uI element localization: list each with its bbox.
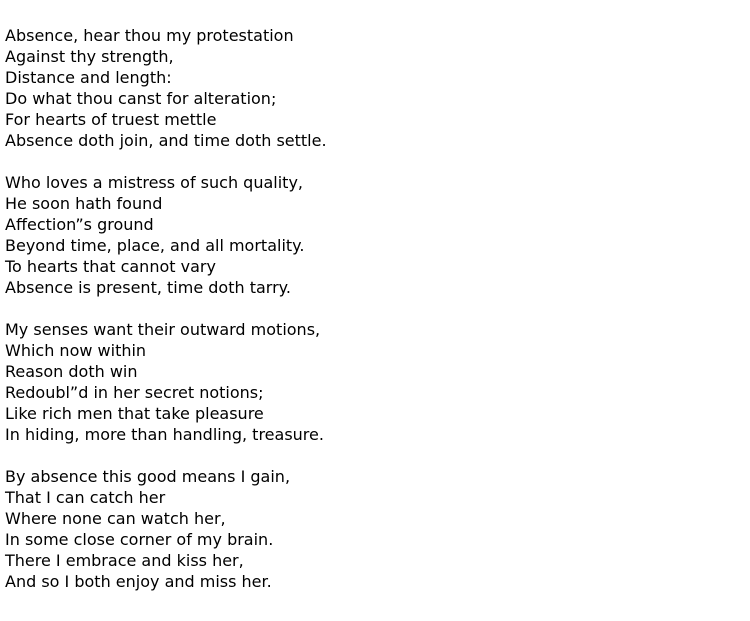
poem-line: Reason doth win (5, 362, 138, 381)
stanza-3 (5, 319, 327, 445)
poem-line: That I can catch her (5, 488, 166, 507)
poem-line: For hearts of truest mettle (5, 110, 217, 129)
poem-line: Where none can watch her, (5, 509, 226, 528)
poem-line: Redoubl”d in her secret notions; (5, 383, 264, 402)
poem-line: Beyond time, place, and all mortality. (5, 236, 305, 255)
poem-line: Affection”s ground (5, 215, 154, 234)
poem-line: To hearts that cannot vary (5, 257, 216, 276)
poem-line: Distance and length: (5, 68, 172, 87)
stanza-2 (5, 172, 327, 298)
poem-line: In hiding, more than handling, treasure. (5, 425, 324, 444)
poem-line: Absence doth join, and time doth settle. (5, 131, 327, 150)
poem (5, 25, 327, 613)
poem-line: My senses want their outward motions, (5, 320, 321, 339)
poem-line: And so I both enjoy and miss her. (5, 572, 272, 591)
poem-line: He soon hath found (5, 194, 163, 213)
poem-line: Absence, hear thou my protestation (5, 26, 294, 45)
poem-line: Against thy strength, (5, 47, 174, 66)
poem-line: By absence this good means I gain, (5, 467, 291, 486)
poem-line: There I embrace and kiss her, (5, 551, 244, 570)
stanza-4 (5, 466, 327, 592)
poem-line: Do what thou canst for alteration; (5, 89, 277, 108)
poem-line: Like rich men that take pleasure (5, 404, 264, 423)
poem-line: Who loves a mistress of such quality, (5, 173, 303, 192)
poem-line: In some close corner of my brain. (5, 530, 274, 549)
stanza-1 (5, 25, 327, 151)
poem-line: Absence is present, time doth tarry. (5, 278, 291, 297)
poem-line: Which now within (5, 341, 147, 360)
